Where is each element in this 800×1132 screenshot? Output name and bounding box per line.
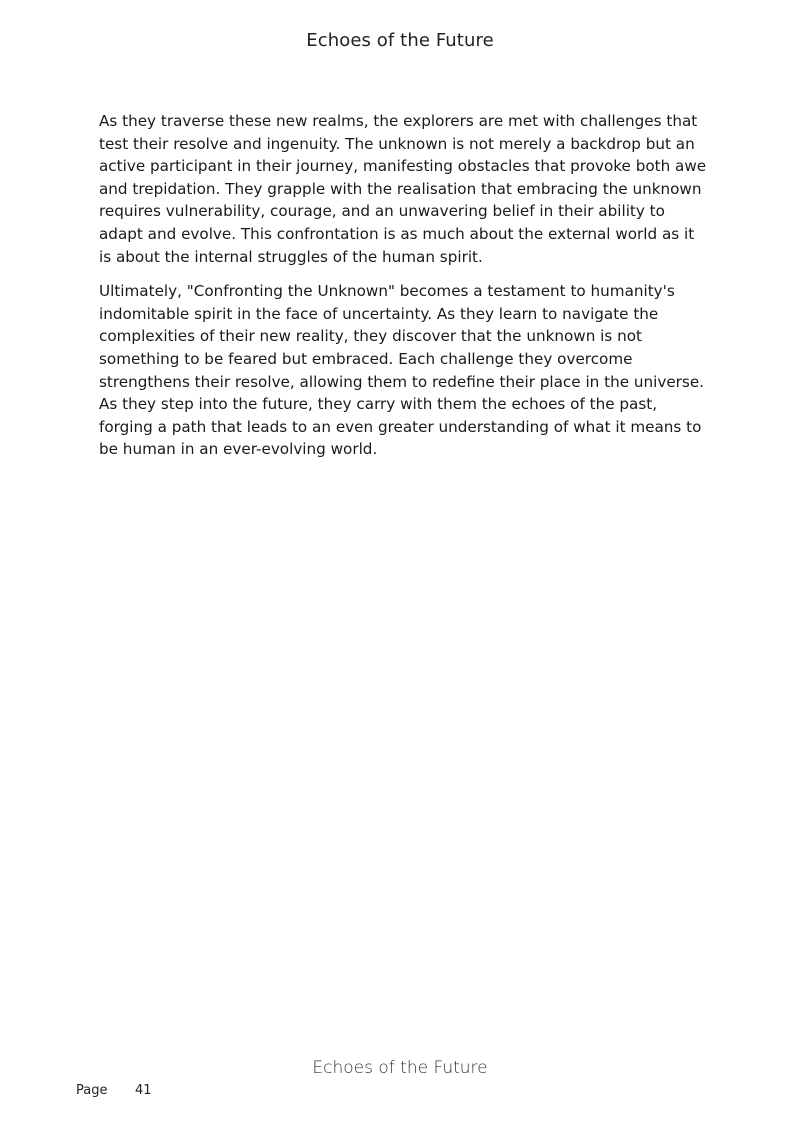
paragraph: Ultimately, "Confronting the Unknown" becomes a testament to humanity's indomitable spirit in the face of uncertainty. As they learn to navigate the complexities of their new reality, they discover that the unknown is not something to be feared but embraced. Each challenge they overcome strengthens their resolve, allowing them to redefine their place in the universe. As they step into the future, they carry with them the echoes of the past, forging a path that leads to an even greater understanding of what it means to be human in an ever-evolving world. — [99, 282, 705, 459]
body-text — [99, 110, 711, 473]
page-label: Page — [76, 1083, 108, 1098]
page-footer-title: Echoes of the Future — [312, 1058, 488, 1078]
page-number: 41 — [135, 1083, 152, 1098]
paragraph: As they traverse these new realms, the explorers are met with challenges that test their resolve and ingenuity. The unknown is not merely a backdrop but an active participant in their journey, manifesting obstacles that provoke both awe and trepidation. They grapple with the realisation that embracing the unknown requires vulnerability, courage, and an unwavering belief in their ability to adapt and evolve. This confrontation is as much about the external world as it is about the internal struggles of the human spirit. — [99, 112, 707, 266]
page-header-title: Echoes of the Future — [306, 30, 494, 51]
